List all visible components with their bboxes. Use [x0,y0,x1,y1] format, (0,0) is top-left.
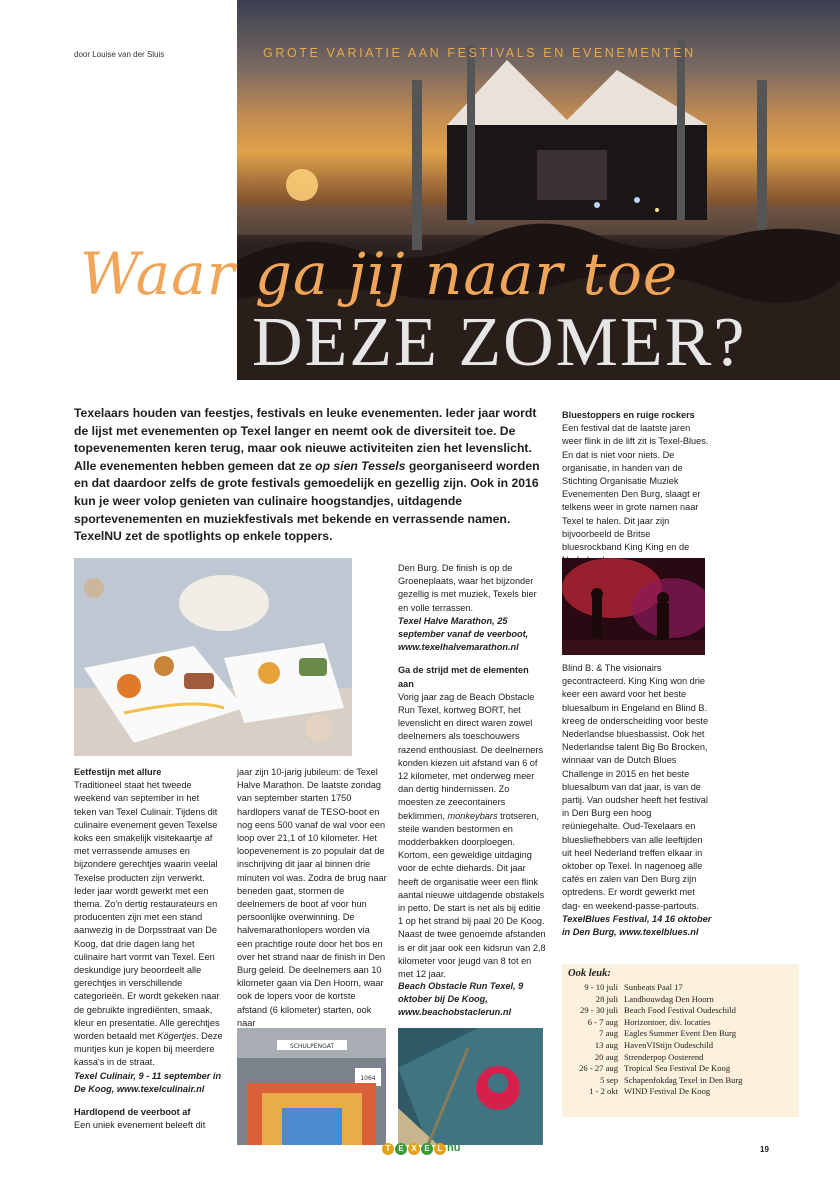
event-name: Sunbeats Paal 17 [624,982,683,992]
page-title-script: Waar ga jij naar toe [80,240,679,308]
event-date: 26 - 27 aug [579,1063,618,1074]
caption-marathon: Texel Halve Marathon, 25 september vanaf de veerboot, www.texelhalvemarathon.nl [398,615,529,653]
article-column-1 [74,766,224,1132]
event-name: Strenderpop Oosterend [624,1051,704,1062]
lead-text-2: georganiseerd worden en dat daardoor zelfs de grote festivals gemoedelijk en gezellig zijn. Ook in 2016 kun je weer volop genieten van culinaire hoogstandjes, uitdagende sportevenementen en muziekfestivals met bekende en verrassende namen. TexelNU zet de spotlights op enkele toppers. [74,458,540,544]
logo-letter: T [382,1143,394,1155]
event-name: Schapenfokdag Texel in Den Burg [624,1074,743,1085]
event-row [566,1052,742,1064]
article-column-4-bottom [562,662,712,939]
event-row [566,1028,742,1040]
event-row [566,994,742,1006]
page-title-caps: DEZE ZOMER? [252,304,747,381]
event-date: 9 - 10 juli [584,982,618,992]
event-row [566,1075,742,1087]
byline: door Louise van der Sluis [74,50,165,59]
sign-number: 1064 [360,1075,376,1082]
photo-culinary-dishes [74,558,352,756]
page-number: 19 [760,1145,769,1154]
text-culinair-a: Traditioneel staat het tweede weekend van september in het teken van Texel Culinair. Tijdens dit culinaire evenement geven Texelse koks een smakelijk visitekaartje af met verrassende amuses en bijzondere gerechtjes waarin veelal Texelse producten zijn verwerkt. Ieder jaar wordt gewerkt met een thema. Zo'n dertig restaurateurs en producenten zijn met een stand aanwezig in de Dorpsstraat van De Koog, dat drie dagen lang het culinaire hart vormt van Texel. Een deskundige jury beoordeelt alle gerechtjes in verschillende categorieën. Er wordt gekeken naar de gebruikte ingrediënten, smaak, kleur en presentatie. Alle gerechtjes worden betaald met [74,780,220,1042]
text-bort-a: Vorig jaar zag de Beach Obstacle Run Texel, kortweg BORT, het levenslicht en direct waren zowel deelnemers als toeschouwers razend enthousiast. De deelnemers konden kiezen uit afstand van 6 of 12 kilometer, met onderweg meer dan dertig hindernissen. Zo moesten ze zeecontainers beklimmen, [398,691,544,821]
photo-marathon-runners [237,1028,386,1145]
logo-letter: E [395,1143,407,1155]
event-date: 6 - 7 aug [587,1016,618,1027]
lead-text-1: Texelaars houden van feestjes, festivals en leuke evenementen. Ieder jaar wordt de lijst met evenementen op Texel langer en neemt ook de diversiteit toe. De topevenementen keren terug, maar ook nieuwe activiteiten zien het levenslicht. Alle evenementen hebben gemeen dat ze [74,406,537,473]
event-row [566,1063,742,1075]
article-column-4-top [562,409,712,567]
paragraph-kingking: Blind B. & The visionairs gecontracteerd. King King won drie keer een award voor het beste bluesalbum in Engeland en Blind B. kreeg de onderscheiding voor beste Nederlandse bluesbassist. Ook het Nederlandse talent Big Bo Brocken, winnaar van de Dutch Blues Challenge in 2015 en het beste bluesalbum van dat jaar, is van de partij. Van oudsher heeft het festival in Den Burg een hoog reüniegehalte. Oud-Texelaars en bluesliefhebbers van alle leeftijden uit heel Nederland treffen elkaar in oktober op Texel. In nagenoeg alle cafés en zalen van Den Burg zijn optredens. Er wordt gewerkt met dag- en weekend-passe-partouts. [562,663,709,911]
lead-paragraph [74,405,540,546]
event-name: Horizontoer, div. locaties [624,1016,711,1027]
event-name: Eagles Summer Event Den Burg [624,1028,737,1039]
text-bort-b: trotseren, steile wanden bestormen en modderbakken doorploegen. Kortom, een geweldige uitdaging voor de echte diehards. Dit jaar heeft de organisatie weer een flink aantal nieuwe uitdagende obstakels in petto. De start is net als bij editie 1 op het strand bij paal 20 De Koog. Naast de twee genoemde afstanden is er dit jaar ook een kidsrun van 2,8 kilometer voor jeugd van 8 tot en met 12 jaar. [398,810,546,980]
article-column-2 [237,766,387,1030]
text-monkeybars: monkeybars [447,810,498,821]
texelnu-logo [382,1142,460,1155]
photo-blues-band [562,558,705,655]
event-name: Tropical Sea Festival De Koog [624,1063,731,1074]
article-column-3-top [398,562,546,981]
event-row [566,1040,742,1052]
event-date: 13 aug [594,1039,618,1050]
paragraph-texelblues: Een festival dat de laatste jaren weer flink in de lift zit is Texel-Blues. En dat is niet voor niets. De organisatie, in handen van de Stichting Organisatie Muziek Evenementen Den Burg, slaagt er telkens weer in grote namen naar Texel te halen. Dit jaar zijn bijvoorbeeld de Britse bluesrockband King King en de [562,423,709,553]
event-row [566,1086,742,1098]
section-kicker: GROTE VARIATIE AAN FESTIVALS EN EVENEMENTEN [263,46,696,60]
heading-bluestoppers: Bluestoppers en ruige rockers [562,410,695,420]
event-name: Landbouwdag Den Hoorn [624,993,714,1004]
logo-suffix: nu [447,1142,461,1154]
photo-obstacle-run [398,1028,543,1145]
event-name: HavenVIStijn Oudeschild [624,1039,714,1050]
heading-elementen: Ga de strijd met de elementen aan [398,665,529,689]
event-list [566,982,742,1098]
event-date: 28 juli [595,993,618,1004]
event-row [566,982,742,994]
article-column-3-bottom [398,980,546,1020]
lead-italic: op sien Tessels [315,458,406,473]
text-kogertjes: Kögertjes [157,1031,197,1042]
ook-leuk-heading: Ook leuk: [568,968,611,979]
paragraph-finish: Den Burg. De finish is op de Groeneplaats, waar het bijzonder gezellig is met muziek, Texels bier en volle terrassen. [398,563,537,613]
banner-schulpengat: SCHULPENGAT [289,1043,335,1050]
heading-hardlopend: Hardlopend de veerboot af [74,1107,191,1118]
paragraph-marathon: jaar zijn 10-jarig jubileum: de Texel Halve Marathon. De laatste zondag van september starten 1750 hardlopers vanaf de TESO-boot en nog eens 500 vanaf de wal voor een loop over 21,1 of 10 kilometer. Het loopevenement is zo populair dat de inschrijving dit jaar al binnen drie minuten vol was. Zodra de brug naar beneden gaat, stormen de deelnemers de boot af voor hun persoonlijke overwinning. De halvemarathonlopers worden via een prachtige route door het bos en over het strand naar de finish in Den Burg geleid. De deelnemers aan 10 kilometer gaan via Den Hoorn, waar ook de lopers voor de kortste afstand (6 kilometer) starten, ook naar [237,767,387,1028]
heading-eetfestijn: Eetfestijn met allure [74,767,162,777]
event-row [566,1017,742,1029]
logo-letter: L [434,1143,446,1155]
caption-texelblues: TexelBlues Festival, 14 16 oktober in Den Burg, www.texelblues.nl [562,913,712,938]
event-date: 29 - 30 juli [580,1005,618,1016]
caption-bort: Beach Obstacle Run Texel, 9 oktober bij De Koog, www.beachobstaclerun.nl [398,981,524,1018]
ook-leuk-box [562,964,799,1117]
caption-culinair: Texel Culinair, 9 - 11 september in De Koog, www.texelculinair.nl [74,1070,222,1094]
paragraph-bort [398,691,546,981]
text-culinair-b: . Deze muntjes kun je kopen bij meerdere kassa's in de straat. [74,1031,223,1068]
paragraph-marathon-start: Een uniek evenement beleeft dit [74,1120,206,1131]
event-row [566,1005,742,1017]
event-name: Beach Food Festival Oudeschild [624,1005,736,1016]
event-date: 1 - 2 okt [589,1086,618,1097]
event-date: 20 aug [594,1051,618,1062]
event-date: 5 sep [600,1074,618,1085]
logo-letter: E [421,1143,433,1155]
paragraph-culinair [74,779,224,1069]
logo-letter: X [408,1143,420,1155]
event-date: 7 aug [599,1028,618,1039]
event-name: WIND Festival De Koog [624,1086,711,1097]
